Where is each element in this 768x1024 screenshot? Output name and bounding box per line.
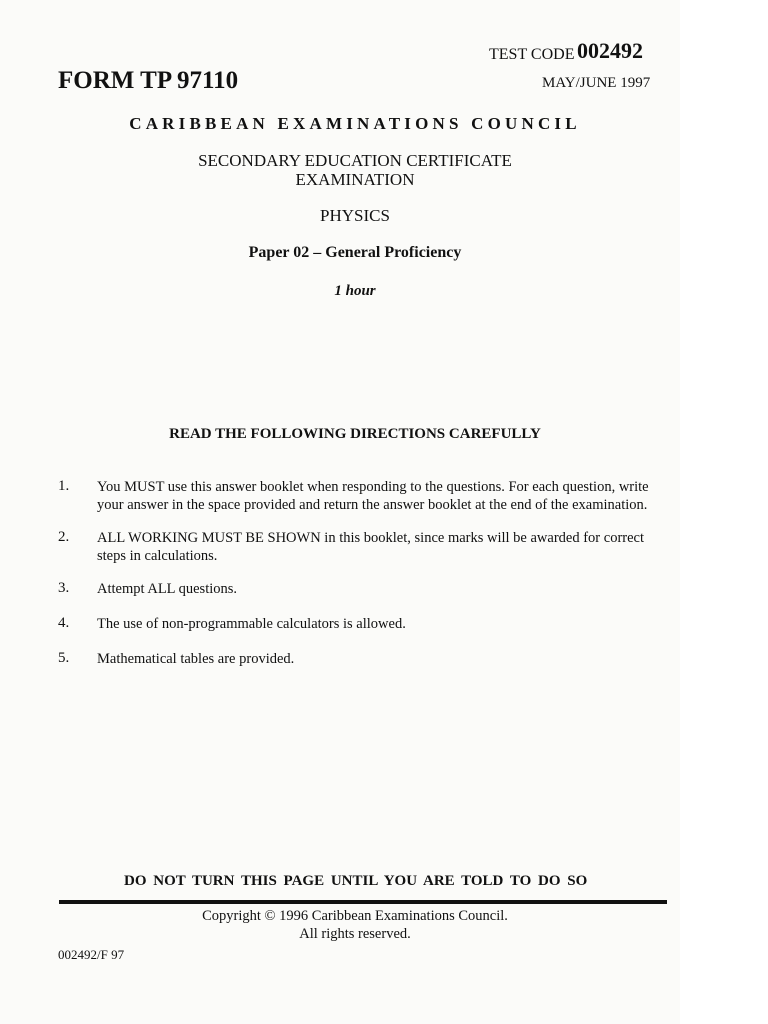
- instruction-text: Attempt ALL questions.: [97, 581, 238, 597]
- do-not-turn-warning: DO NOT TURN THIS PAGE UNTIL YOU ARE TOLD TO DO SO: [124, 873, 588, 889]
- instruction-text: You MUST use this answer booklet when responding to the questions. For each question, write your answer in the space provided and return the answer booklet at the end of the examination.: [97, 479, 649, 513]
- council-name: CARIBBEAN EXAMINATIONS COUNCIL: [129, 114, 581, 133]
- directions-heading: READ THE FOLLOWING DIRECTIONS CAREFULLY: [169, 426, 541, 442]
- instruction-number: 3.: [58, 580, 70, 596]
- subject-title: PHYSICS: [320, 206, 390, 225]
- instruction-text: Mathematical tables are provided.: [97, 651, 295, 667]
- document-reference: 002492/F 97: [58, 947, 125, 962]
- copyright-notice: Copyright © 1996 Caribbean Examinations Council.: [202, 908, 508, 924]
- test-code-label: TEST CODE: [489, 46, 575, 63]
- paper-title: Paper 02 – General Proficiency: [248, 244, 462, 261]
- form-number: FORM TP 97110: [58, 67, 239, 94]
- instruction-number: 1.: [58, 478, 70, 494]
- instruction-number: 5.: [58, 650, 70, 666]
- certificate-title-line2: EXAMINATION: [295, 170, 415, 189]
- test-code-value: 002492: [577, 38, 643, 63]
- footer-divider: [59, 900, 667, 904]
- instruction-text: ALL WORKING MUST BE SHOWN in this booklet, since marks will be awarded for correct steps in calculations.: [97, 530, 644, 564]
- exam-date: MAY/JUNE 1997: [542, 75, 651, 91]
- rights-reserved: All rights reserved.: [299, 926, 411, 942]
- instruction-number: 2.: [58, 529, 70, 545]
- instruction-text: The use of non-programmable calculators is allowed.: [97, 616, 406, 632]
- instruction-number: 4.: [58, 615, 70, 631]
- exam-duration: 1 hour: [334, 283, 376, 299]
- certificate-title-line1: SECONDARY EDUCATION CERTIFICATE: [198, 151, 512, 170]
